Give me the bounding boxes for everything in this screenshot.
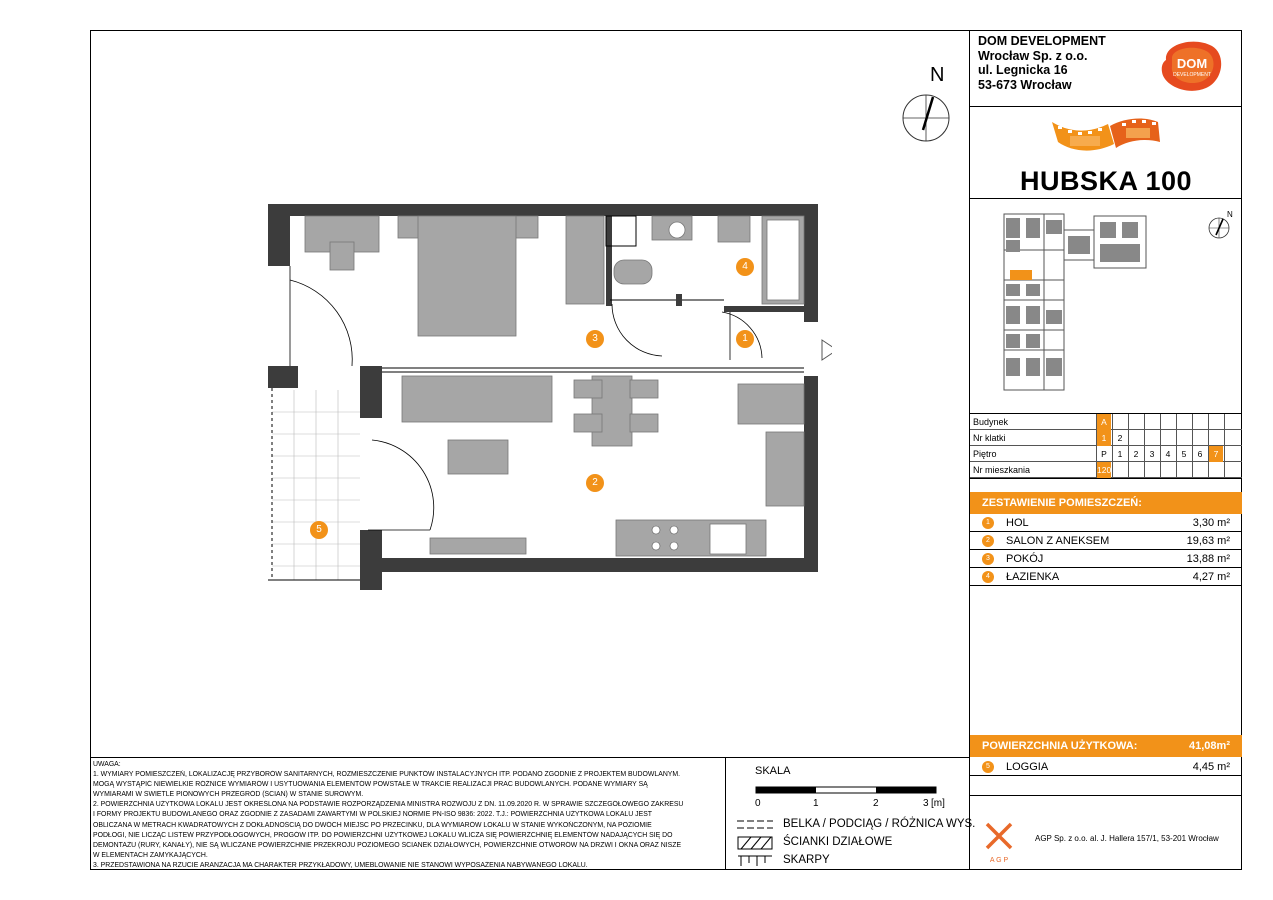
company-street: ul. Legnicka 16 bbox=[978, 63, 1068, 77]
svg-text:N: N bbox=[1227, 210, 1233, 219]
company-city: 53-673 Wrocław bbox=[978, 77, 1072, 92]
scale-label: SKALA bbox=[755, 765, 791, 777]
loggia-name: LOGGIA bbox=[1006, 761, 1049, 773]
agp-logo bbox=[980, 818, 1020, 864]
info-cell bbox=[1224, 462, 1239, 478]
info-row bbox=[970, 446, 1242, 462]
info-table-bottom bbox=[970, 478, 1242, 479]
info-cell bbox=[1192, 462, 1207, 478]
svg-text:DEVELOPMENT: DEVELOPMENT bbox=[1173, 72, 1211, 78]
info-cell bbox=[1192, 414, 1207, 430]
info-cell bbox=[1224, 414, 1239, 430]
info-row bbox=[970, 462, 1242, 478]
info-cell bbox=[1176, 462, 1191, 478]
info-cell bbox=[1160, 430, 1175, 446]
room-row bbox=[970, 532, 1242, 550]
note-line: 2. POWIERZCHNIA UŻYTKOWA LOKALU JEST OKREŚLONA NA PODSTAWIE ROZPORZĄDZENIA MINISTRA ROZWOJU Z DN. 11.09.2020 R. W SPRAWIE SZCZEGÓŁOWEGO ZAKRESU bbox=[93, 801, 684, 809]
scale-tick-1: 1 bbox=[813, 798, 819, 809]
hatched-box-icon bbox=[738, 837, 772, 849]
note-line: W ELEMENTACH ZAMYKAJĄCYCH. bbox=[93, 851, 208, 859]
notes bbox=[93, 760, 718, 871]
info-cell bbox=[1128, 430, 1143, 446]
room-number-badge: 3 bbox=[982, 553, 994, 565]
room-name: ŁAZIENKA bbox=[1006, 571, 1060, 583]
info-cell bbox=[1176, 430, 1191, 446]
north-label: N bbox=[930, 64, 945, 86]
info-row-label: Budynek bbox=[973, 417, 1009, 427]
note-line: 1. WYMIARY POMIESZCZEŃ, LOKALIZACJĘ PRZYBORÓW SANITARNYCH, ROZMIESZCZENIE PUNKTÓW INSTALACYJNYCH ITP. PODANO ZGODNIE Z PROJEKTEM BUDOWLANYM. bbox=[93, 771, 681, 779]
agp-address: AGP Sp. z o.o. al. J. Hallera 157/1, 53-201 Wrocław bbox=[1035, 834, 1219, 843]
info-cell bbox=[1208, 414, 1223, 430]
info-cell: 4 bbox=[1160, 446, 1175, 462]
info-cell: 5 bbox=[1176, 446, 1191, 462]
legend-divider bbox=[725, 757, 726, 870]
room-number-badge: 2 bbox=[982, 535, 994, 547]
room-name: HOL bbox=[1006, 517, 1029, 529]
room-area: 13,88 m² bbox=[1186, 553, 1230, 565]
room-row bbox=[970, 550, 1242, 568]
legend-icons bbox=[737, 818, 777, 868]
scale-tick-0: 0 bbox=[755, 798, 761, 809]
info-cell bbox=[1192, 430, 1207, 446]
note-line: DEMONTAŻU (RURY, KANAŁY), NIE SĄ WLICZANE POWIERZCHNIE PRZEKROJU POZIOMEGO ŚCIANEK DZIAŁOWYCH, POWIERZCHNIE OTWORÓW NA DRZWI I OKNA ORAZ NISZE bbox=[93, 841, 682, 849]
info-cell bbox=[1144, 430, 1159, 446]
company-name: DOM DEVELOPMENT bbox=[978, 34, 1106, 48]
info-cell bbox=[1160, 462, 1175, 478]
scale-tick-2: 2 bbox=[873, 798, 879, 809]
info-cell bbox=[1112, 462, 1127, 478]
info-cell: 2 bbox=[1112, 430, 1127, 446]
info-cell bbox=[1208, 430, 1223, 446]
title-divider bbox=[970, 198, 1242, 199]
plan-label-2: 2 bbox=[586, 474, 604, 492]
legend-item-beam: BELKA / PODCIĄG / RÓŻNICA WYS. bbox=[783, 818, 976, 830]
compass-icon bbox=[900, 92, 954, 146]
dashed-line-icon bbox=[737, 821, 773, 828]
dom-development-logo bbox=[1158, 38, 1226, 94]
company-line2: Wrocław Sp. z o.o. bbox=[978, 48, 1088, 63]
svg-text:A G P: A G P bbox=[989, 857, 1009, 864]
info-row-label: Piętro bbox=[973, 449, 997, 459]
info-table bbox=[970, 414, 1242, 478]
key-plan-highlight bbox=[1010, 270, 1032, 280]
info-row-label: Nr mieszkania bbox=[973, 465, 1031, 475]
room-number-badge: 4 bbox=[982, 571, 994, 583]
notes-divider bbox=[90, 757, 970, 758]
film-strip-logo bbox=[1048, 110, 1166, 162]
info-cell: 1 bbox=[1096, 430, 1111, 446]
info-cell: A bbox=[1096, 414, 1111, 430]
note-line: PODŁOGI, NIE LICZĄC LISTEW PRZYPODŁOGOWYCH, PROGÓW ITP. DO POWIERZCHNI UŻYTKOWEJ LOKALU WLICZA SIĘ POWIERZCHNIĘ ELEMENTÓW NADAJĄCYCH SIĘ DO bbox=[93, 831, 673, 839]
project-title: HUBSKA 100 bbox=[1019, 166, 1193, 196]
usable-area-row bbox=[970, 735, 1242, 757]
key-plan bbox=[996, 210, 1156, 400]
room-name: SALON Z ANEKSEM bbox=[1006, 535, 1110, 547]
usable-area-value: 41,08m² bbox=[1189, 740, 1230, 752]
loggia-number-badge: 5 bbox=[982, 761, 994, 773]
header-divider bbox=[970, 106, 1242, 107]
info-cell bbox=[1160, 414, 1175, 430]
note-line: OBLICZANA W METRACH KWADRATOWYCH Z DOKŁADNOŚCIĄ DO DWÓCH MIEJSC PO PRZECINKU, DLA WYMIARÓW LOKALU W STANIE WYKOŃCZONYM, NA POZIOMIE bbox=[93, 821, 652, 829]
plan-label-4: 4 bbox=[736, 258, 754, 276]
rooms-heading: ZESTAWIENIE POMIESZCZEŃ: bbox=[970, 492, 1242, 514]
info-cell bbox=[1224, 446, 1239, 462]
key-plan-compass-icon bbox=[1205, 208, 1235, 240]
note-line: UWAGA: bbox=[93, 761, 121, 768]
note-line: WYMIARAMI W ŚWIETLE PIONOWYCH PRZEGRÓD (ŚCIAN) W STANIE SUROWYM. bbox=[93, 791, 364, 799]
info-cell bbox=[1128, 414, 1143, 430]
scale-bar bbox=[755, 786, 945, 812]
loggia-floor bbox=[268, 388, 360, 580]
info-row bbox=[970, 414, 1242, 430]
usable-area-label: POWIERZCHNIA UŻYTKOWA: bbox=[982, 740, 1138, 752]
room-area: 4,27 m² bbox=[1192, 571, 1230, 583]
scale-unit: [m] bbox=[931, 798, 945, 809]
info-row-label: Nr klatki bbox=[973, 433, 1006, 443]
loggia-area: 4,45 m² bbox=[1192, 761, 1230, 773]
plan-label-1: 1 bbox=[736, 330, 754, 348]
info-cell bbox=[1144, 414, 1159, 430]
legend-item-slope: SKARPY bbox=[783, 854, 830, 866]
slope-icon bbox=[738, 856, 772, 866]
info-cell: 2 bbox=[1128, 446, 1143, 462]
info-row bbox=[970, 430, 1242, 446]
note-line: MOGĄ WYSTĄPIĆ NIEWIELKIE RÓŻNICE WYMIARÓW I USYTUOWANIA ELEMENTÓW POWSTAŁE W TRAKCIE REALIZACJI PRAC BUDOWLANYCH. PODANE WYMIARY SĄ bbox=[93, 781, 648, 789]
info-cell bbox=[1176, 414, 1191, 430]
legend-item-partition: ŚCIANKI DZIAŁOWE bbox=[783, 836, 893, 848]
scale-tick-3: 3 bbox=[923, 798, 929, 809]
room-row bbox=[970, 514, 1242, 532]
company-address bbox=[978, 34, 1106, 92]
info-cell: 1 bbox=[1112, 446, 1127, 462]
info-cell: 6 bbox=[1192, 446, 1207, 462]
plan-label-5: 5 bbox=[310, 521, 328, 539]
note-line: I FORMY PROJEKTU BUDOWLANEGO ORAZ ZGODNIE Z ZASADAMI ZAWARTYMI W POLSKIEJ NORMIE PN-ISO 9836: 2022. T.J.: POWIERZCHNIA UŻYTKOWA LOKALU JEST bbox=[93, 811, 652, 819]
info-cell bbox=[1224, 430, 1239, 446]
loggia-row bbox=[970, 758, 1242, 776]
info-cell bbox=[1128, 462, 1143, 478]
room-row bbox=[970, 568, 1242, 586]
room-name: POKÓJ bbox=[1006, 553, 1044, 565]
info-cell: 120 bbox=[1096, 462, 1111, 478]
info-cell: P bbox=[1096, 446, 1111, 462]
info-cell bbox=[1112, 414, 1127, 430]
plan-label-3: 3 bbox=[586, 330, 604, 348]
info-cell: 3 bbox=[1144, 446, 1159, 462]
svg-text:DOM: DOM bbox=[1176, 56, 1208, 71]
note-line: 3. PRZEDSTAWIONA NA RZUCIE ARANŻACJA MA CHARAKTER PRZYKŁADOWY, UMEBLOWANIE NIE STANOWI WYPOSAŻENIA NABYWANEGO LOKALU. bbox=[93, 861, 588, 869]
room-number-badge: 1 bbox=[982, 517, 994, 529]
agp-divider bbox=[970, 795, 1242, 796]
info-cell bbox=[1208, 462, 1223, 478]
info-cell: 7 bbox=[1208, 446, 1223, 462]
info-cell bbox=[1144, 462, 1159, 478]
room-area: 3,30 m² bbox=[1192, 517, 1230, 529]
room-area: 19,63 m² bbox=[1186, 535, 1230, 547]
